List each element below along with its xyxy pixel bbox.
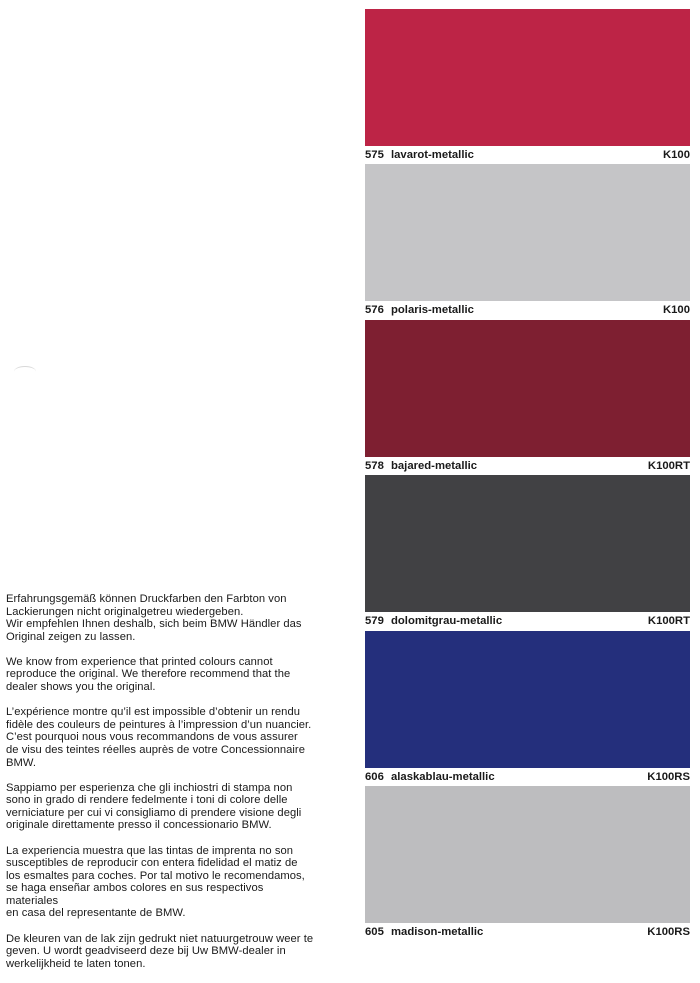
disclaimer-french: L’expérience montre qu’il est impossible d’obtenir un rendu fidèle des couleurs de peintures à l’impression d’un nuancier. C’est pourquoi nous vous recommandons de vous assurer de visu des teintes réelles auprès de votre Concessionnaire BMW. — [6, 706, 312, 769]
model-label: K100 — [662, 304, 690, 316]
disclaimer-italian: Sappiamo per esperienza che gli inchiostri di stampa non sono in grado di rendere fedelmente i toni di colore delle verniciature per cui vi consigliamo di prendere visione degli originale direttamente presso il concessionario BMW. — [6, 781, 302, 832]
swatch-card — [365, 475, 690, 630]
swatch-card — [365, 9, 690, 164]
swatch-card — [365, 164, 690, 319]
paint-name: madison-metallic — [391, 926, 484, 938]
paint-code: 579 — [365, 615, 384, 627]
disclaimer-german: Erfahrungsgemäß können Druckfarben den Farbton von Lackierungen nicht originalgetreu wiedergeben. Wir empfehlen Ihnen deshalb, sich beim BMW Händler das Original zeigen zu lassen. — [6, 593, 302, 643]
model-label: K100RT — [647, 460, 690, 472]
swatch-caption — [365, 457, 690, 475]
swatch-card — [365, 320, 690, 475]
paint-name: polaris-metallic — [391, 304, 474, 316]
color-chip — [365, 631, 690, 768]
disclaimer-spanish: La experiencia muestra que las tintas de imprenta no son susceptibles de reproducir con entera fidelidad el matiz de los esmaltes para coches. Por tal motivo le recomendamos, se haga enseñar ambos colores en sus respectivos materiales en casa del representante de BMW. — [6, 844, 305, 920]
swatch-caption — [365, 612, 690, 630]
paint-name: bajared-metallic — [391, 460, 478, 472]
paint-name: dolomitgrau-metallic — [391, 615, 503, 627]
color-chip — [365, 786, 690, 923]
swatch-caption — [365, 301, 690, 319]
paint-code: 578 — [365, 460, 384, 472]
swatch-caption — [365, 146, 690, 164]
paint-code: 575 — [365, 149, 384, 161]
swatch-caption — [365, 768, 690, 786]
model-label: K100 — [662, 149, 690, 161]
disclaimer-english: We know from experience that printed colours cannot reproduce the original. We therefore recommend that the dealer shows you the original. — [6, 655, 291, 694]
color-chip — [365, 164, 690, 301]
color-chip — [365, 9, 690, 146]
color-chip — [365, 320, 690, 457]
disclaimer-dutch: De kleuren van de lak zijn gedrukt niet natuurgetrouw weer te geven. U wordt geadviseerd deze bij Uw BMW-dealer in werkelijkheid te laten tonen. — [6, 932, 314, 970]
paper-mark — [14, 366, 36, 377]
swatch-caption — [365, 923, 690, 941]
swatch-card — [365, 631, 690, 786]
paint-name: lavarot-metallic — [391, 149, 474, 161]
paint-name: alaskablau-metallic — [391, 771, 495, 783]
swatch-card — [365, 786, 690, 941]
paint-code: 605 — [365, 926, 384, 938]
model-label: K100RT — [647, 615, 690, 627]
model-label: K100RS — [647, 926, 690, 938]
disclaimer-block — [6, 593, 318, 983]
paint-code: 576 — [365, 304, 384, 316]
paint-code: 606 — [365, 771, 384, 783]
color-chip — [365, 475, 690, 612]
model-label: K100RS — [647, 771, 690, 783]
